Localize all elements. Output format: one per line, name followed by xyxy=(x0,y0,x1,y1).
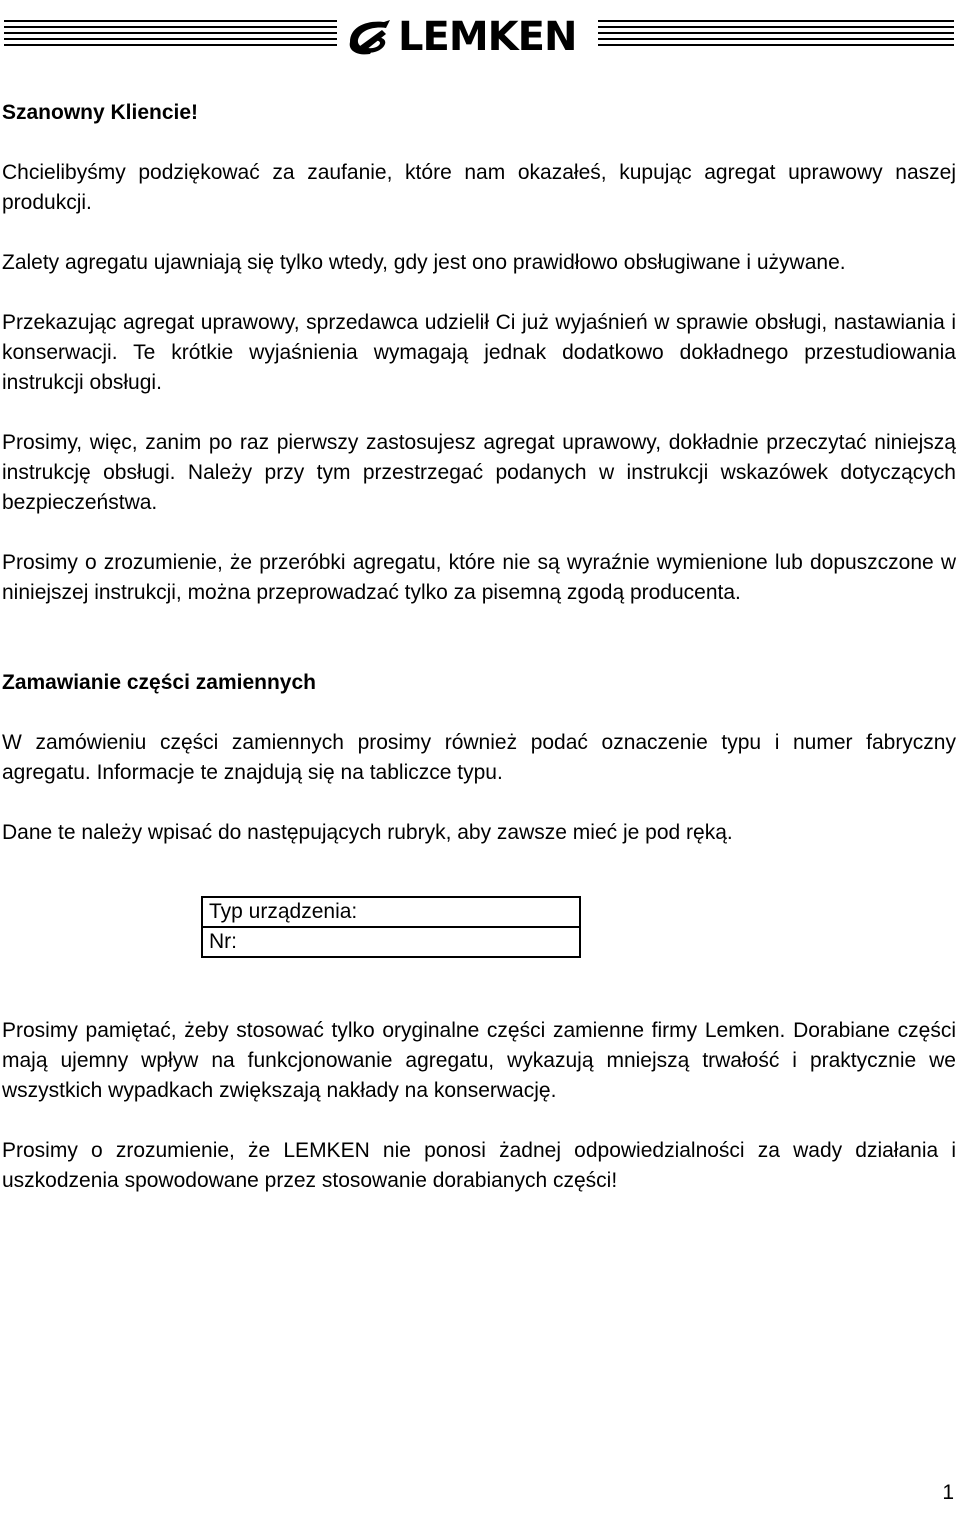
lemken-logo xyxy=(344,12,576,62)
letter-content xyxy=(2,98,956,1196)
intro-paragraph-1: Chcielibyśmy podziękować za zaufanie, które nam okazałeś, kupując agregat uprawowy naszej produkcji. xyxy=(2,161,956,214)
page-number: 1 xyxy=(942,1481,954,1504)
table-row xyxy=(202,897,580,927)
spare-parts-heading: Zamawianie części zamiennych xyxy=(2,671,316,694)
table-row xyxy=(202,927,580,957)
intro-paragraph-2: Zalety agregatu ujawniają się tylko wtedy, gdy jest ono prawidłowo obsługiwane i używane. xyxy=(2,251,846,274)
header-stripes-left xyxy=(4,20,337,50)
device-number-field[interactable]: Nr: xyxy=(202,927,580,957)
intro-paragraph-5: Prosimy o zrozumienie, że przeróbki agregatu, które nie są wyraźnie wymienione lub dopuszczone w niniejszej instrukcji, można przeprowadzać tylko za pisemną zgodą producenta. xyxy=(2,551,956,604)
page-header xyxy=(0,10,960,64)
spare-parts-paragraph-3: Prosimy pamiętać, żeby stosować tylko oryginalne części zamienne firmy Lemken. Dorabiane części mają ujemny wpływ na funkcjonowanie agregatu, wykazują mniejszą trwałość i praktycznie we wszystkich wypadkach zwiększają nakłady na konserwację. xyxy=(2,1019,956,1102)
device-info-table xyxy=(201,896,581,958)
intro-paragraph-3: Przekazując agregat uprawowy, sprzedawca udzielił Ci już wyjaśnień w sprawie obsługi, nastawiania i konserwacji. Te krótkie wyjaśnienia wymagają jednak dodatkowo dokładnego przestudiowania instrukcji obsługi. xyxy=(2,311,956,394)
header-stripes-right xyxy=(598,20,954,50)
spare-parts-paragraph-2: Dane te należy wpisać do następujących rubryk, aby zawsze mieć je pod ręką. xyxy=(2,821,733,844)
logo-text: LEMKEN xyxy=(398,14,577,60)
spare-parts-paragraph-4: Prosimy o zrozumienie, że LEMKEN nie ponosi żadnej odpowiedzialności za wady działania i uszkodzenia spowodowane przez stosowanie dorabianych części! xyxy=(2,1139,956,1192)
greeting: Szanowny Kliencie! xyxy=(2,101,199,124)
device-type-field[interactable]: Typ urządzenia: xyxy=(202,897,580,927)
spare-parts-paragraph-1: W zamówieniu części zamiennych prosimy również podać oznaczenie typu i numer fabryczny agregatu. Informacje te znajdują się na tabliczce typu. xyxy=(2,731,956,784)
lemken-logo-icon xyxy=(344,16,394,58)
intro-paragraph-4: Prosimy, więc, zanim po raz pierwszy zastosujesz agregat uprawowy, dokładnie przeczytać niniejszą instrukcję obsługi. Należy przy tym przestrzegać podanych w instrukcji wskazówek dotyczących bezpieczeństwa. xyxy=(2,431,956,514)
